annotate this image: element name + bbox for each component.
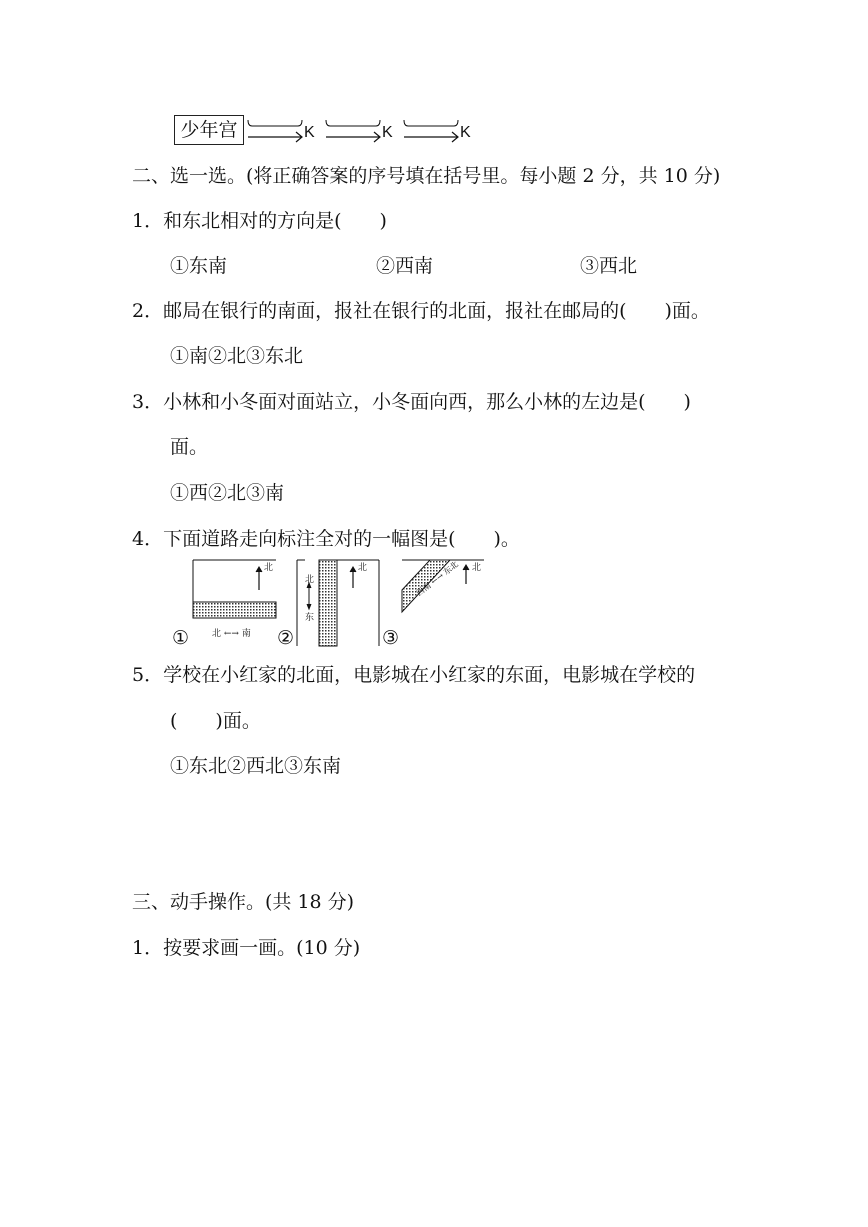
q4-figure-2	[295, 558, 385, 648]
route-unit-2: K	[382, 124, 393, 141]
fig2-number: ②	[277, 627, 295, 649]
section2-heading: 二、选一选。(将正确答案的序号填在括号里。每小题 2 分，共 10 分)	[132, 165, 721, 187]
fig1-north-label: 北	[264, 563, 274, 573]
q1-option-1: ①东南	[170, 255, 228, 277]
q3-stem: 3．小林和小冬面对面站立，小冬面向西，那么小林的左边是( )	[132, 391, 691, 413]
q4-figure-3	[400, 558, 490, 648]
q1-stem: 1．和东北相对的方向是( )	[132, 210, 387, 232]
fig3-road-label: 西南 ←→ 东北	[414, 559, 460, 598]
section3-q1: 1．按要求画一画。(10 分)	[132, 937, 361, 959]
q5-stem: 5．学校在小红家的北面，电影城在小红家的东面，电影城在学校的	[132, 664, 696, 686]
fig2-north-label: 北	[358, 563, 368, 573]
fig1-road-label: 北 ←→ 南	[212, 629, 251, 639]
q1-option-3: ③西北	[580, 255, 638, 277]
q1-option-2: ②西南	[376, 255, 434, 277]
q4-stem: 4．下面道路走向标注全对的一幅图是( )。	[132, 528, 520, 550]
section3-heading: 三、动手操作。(共 18 分)	[132, 891, 355, 913]
route-start-box: 少年宫	[174, 115, 244, 145]
q5-stem-cont: ( )面。	[170, 710, 261, 732]
q3-stem-cont: 面。	[170, 436, 209, 458]
q3-options: ①西②北③南	[170, 482, 285, 504]
route-unit-3: K	[460, 124, 471, 141]
route-unit-1: K	[304, 124, 315, 141]
fig3-north-label: 北	[472, 563, 482, 573]
q4-figure-1	[190, 558, 280, 648]
fig2-road-top-label: 北	[305, 575, 315, 585]
route-segment-2	[324, 110, 404, 150]
q5-options: ①东北②西北③东南	[170, 755, 342, 777]
route-segment-3	[402, 110, 482, 150]
route-segment-1	[246, 110, 326, 150]
fig2-road-bottom-label: 东	[305, 613, 315, 623]
fig3-number: ③	[382, 627, 400, 649]
q2-stem: 2．邮局在银行的南面，报社在银行的北面，报社在邮局的( )面。	[132, 300, 710, 322]
q2-options: ①南②北③东北	[170, 345, 304, 367]
fig1-number: ①	[172, 627, 190, 649]
